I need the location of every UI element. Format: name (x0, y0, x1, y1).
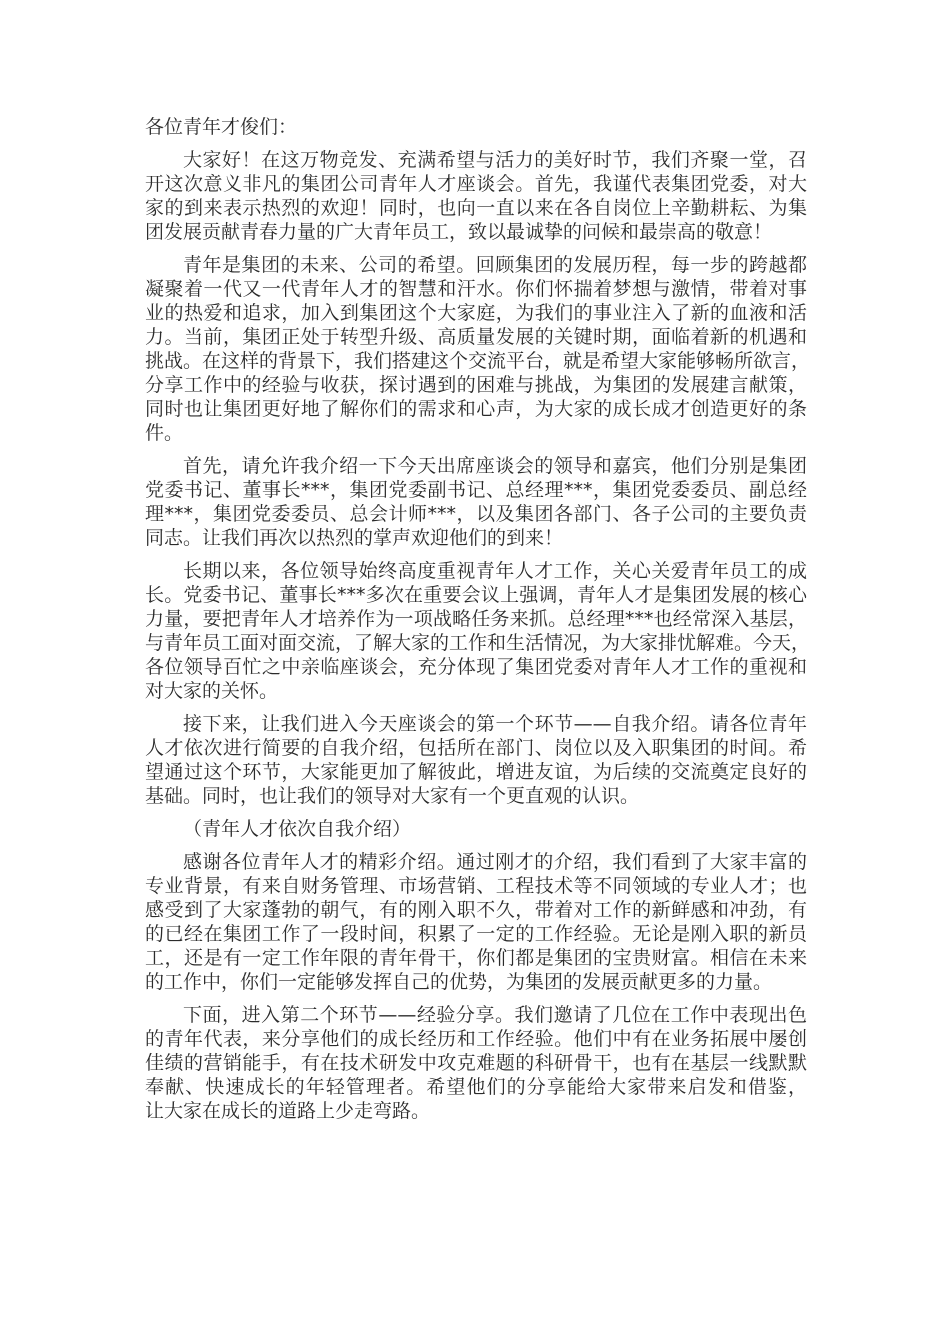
document-body (145, 148, 811, 1123)
paragraph-line: 奉献、快速成长的年轻管理者。希望他们的分享能给大家带来启发和借鉴， (145, 1076, 807, 1098)
paragraph-line: 人才依次进行简要的自我介绍，包括所在部门、岗位以及入职集团的时间。希 (145, 737, 807, 759)
paragraph-line: 佳绩的营销能手，有在技术研发中攻克难题的科研骨干，也有在基层一线默默 (145, 1052, 807, 1074)
paragraph (145, 712, 807, 808)
paragraph-line: 团发展贡献青春力量的广大青年员工，致以最诚挚的问候和最崇高的敬意！ (145, 221, 773, 243)
paragraph-line: 家的到来表示热烈的欢迎！同时，也向一直以来在各自岗位上辛勤耕耘、为集 (145, 197, 807, 219)
paragraph-line: 接下来，让我们进入今天座谈会的第一个环节——自我介绍。请各位青年 (183, 713, 807, 735)
paragraph-line: 青年是集团的未来、公司的希望。回顾集团的发展历程，每一步的跨越都 (183, 254, 807, 276)
paragraph-line: 件。 (145, 422, 184, 444)
paragraph-line: 凝聚着一代又一代青年人才的智慧和汗水。你们怀揣着梦想与激情，带着对事 (145, 278, 807, 300)
paragraph-line: 党委书记、董事长***，集团党委副书记、总经理***，集团党委委员、副总经 (145, 479, 807, 501)
paragraph-line: 下面，进入第二个环节——经验分享。我们邀请了几位在工作中表现出色 (183, 1004, 807, 1026)
paragraph-line: 力量，要把青年人才培养作为一项战略任务来抓。总经理***也经常深入基层， (145, 608, 807, 630)
paragraph-line: 各位领导百忙之中亲临座谈会，充分体现了集团党委对青年人才工作的重视和 (145, 656, 807, 678)
paragraph-line: 力。当前，集团正处于转型升级、高质量发展的关键时期，面临着新的机遇和 (145, 326, 807, 348)
paragraph (145, 559, 811, 703)
paragraph (145, 850, 807, 994)
paragraph-line: 让大家在成长的道路上少走弯路。 (145, 1100, 431, 1122)
paragraph-line: 挑战。在这样的背景下，我们搭建这个交流平台，就是希望大家能够畅所欲言， (145, 350, 811, 372)
paragraph-line: 业的热爱和追求，加入到集团这个大家庭，为我们的事业注入了新的血液和活 (145, 302, 807, 324)
paragraph-line: 的青年代表，来分享他们的成长经历和工作经验。他们中有在业务拓展中屡创 (145, 1028, 807, 1050)
paragraph-line: 大家好！在这万物竞发、充满希望与活力的美好时节，我们齐聚一堂，召 (183, 149, 807, 171)
paragraph-line: 同时也让集团更好地了解你们的需求和心声，为大家的成长成才创造更好的条 (145, 398, 807, 420)
salutation: 各位青年才俊们： (145, 116, 298, 138)
paragraph (145, 1003, 807, 1123)
paragraph-line: （青年人才依次自我介绍） (183, 818, 412, 840)
paragraph-line: 的已经在集团工作了一段时间，积累了一定的工作经验。无论是刚入职的新员 (145, 923, 807, 945)
paragraph (145, 148, 807, 244)
document-page (145, 115, 811, 1123)
paragraph-line: 的工作中，你们一定能够发挥自己的优势，为集团的发展贡献更多的力量。 (145, 971, 773, 993)
paragraph-line: 感受到了大家蓬勃的朝气，有的刚入职不久，带着对工作的新鲜感和冲劲，有 (145, 899, 807, 921)
paragraph-line: 对大家的关怀。 (145, 680, 279, 702)
paragraph-line: 开这次意义非凡的集团公司青年人才座谈会。首先，我谨代表集团党委，对大 (145, 173, 807, 195)
paragraph-line: 分享工作中的经验与收获，探讨遇到的困难与挑战，为集团的发展建言献策， (145, 374, 807, 396)
paragraph-line: 感谢各位青年人才的精彩介绍。通过刚才的介绍，我们看到了大家丰富的 (183, 851, 807, 873)
paragraph-line: 与青年员工面对面交流，了解大家的工作和生活情况，为大家排忧解难。今天， (145, 632, 811, 654)
paragraph-line: 长期以来，各位领导始终高度重视青年人才工作，关心关爱青年员工的成 (183, 560, 807, 582)
paragraph (145, 817, 807, 841)
paragraph-line: 专业背景，有来自财务管理、市场营销、工程技术等不同领域的专业人才；也 (145, 875, 807, 897)
paragraph-line: 首先，请允许我介绍一下今天出席座谈会的领导和嘉宾，他们分别是集团 (183, 455, 807, 477)
paragraph-line: 望通过这个环节，大家能更加了解彼此，增进友谊，为后续的交流奠定良好的 (145, 761, 807, 783)
paragraph (145, 253, 811, 445)
paragraph-line: 同志。让我们再次以热烈的掌声欢迎他们的到来！ (145, 527, 564, 549)
paragraph-line: 基础。同时，也让我们的领导对大家有一个更直观的认识。 (145, 785, 640, 807)
paragraph-line: 长。党委书记、董事长***多次在重要会议上强调，青年人才是集团发展的核心 (145, 584, 807, 606)
paragraph-line: 工，还是有一定工作年限的青年骨干，你们都是集团的宝贵财富。相信在未来 (145, 947, 807, 969)
paragraph (145, 454, 807, 550)
paragraph-line: 理***，集团党委委员、总会计师***，以及集团各部门、各子公司的主要负责 (145, 503, 807, 525)
